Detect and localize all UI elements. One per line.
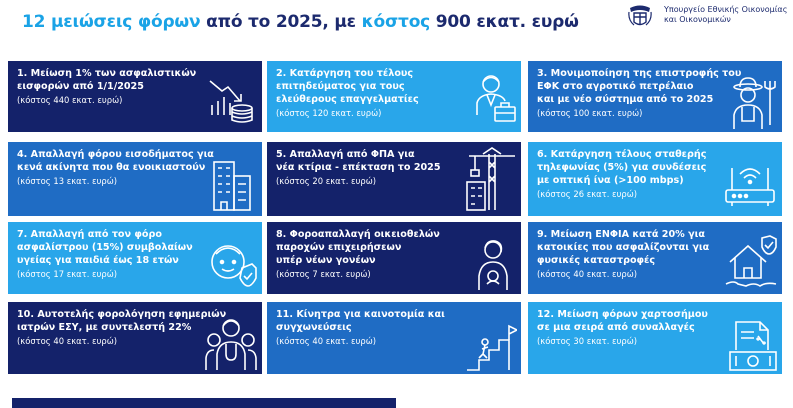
card-cost: (κόστος 30 εκατ. ευρώ) bbox=[537, 336, 638, 346]
card-title-line: ιατρών ΕΣΥ, με συντελεστή 22% bbox=[17, 322, 192, 333]
growth-stairs-icon bbox=[465, 322, 517, 372]
tax-card-6 bbox=[528, 142, 782, 216]
card-title-line: 12. Μείωση φόρων χαρτοσήμου bbox=[537, 309, 708, 320]
card-title-line: 11. Κίνητρα για καινοτομία και bbox=[276, 309, 445, 320]
card-cost: (κόστος 26 εκατ. ευρώ) bbox=[537, 189, 638, 199]
ministry-logo bbox=[626, 2, 786, 30]
card-title-line: κατοικίες που ασφαλίζονται για bbox=[537, 242, 710, 253]
footer-bar bbox=[12, 398, 396, 408]
card-title-line: 10. Αυτοτελής φορολόγηση εφημεριών bbox=[17, 309, 227, 320]
card-title-line: επιτηδεύματος για τους bbox=[276, 81, 405, 92]
card-title-line: ασφαλίστρου (15%) συμβολαίων bbox=[17, 242, 193, 253]
tax-card-12 bbox=[528, 302, 782, 374]
card-cost: (κόστος 20 εκατ. ευρώ) bbox=[276, 176, 377, 186]
card-title-line: 3. Μονιμοποίηση της επιστροφής του bbox=[537, 68, 742, 79]
card-title-line: 7. Απαλλαγή από τον φόρο bbox=[17, 229, 162, 240]
title-text-end: 900 εκατ. ευρώ bbox=[430, 12, 579, 32]
tax-card-9 bbox=[528, 222, 782, 294]
tax-card-3 bbox=[528, 61, 782, 132]
title-highlight-cost: κόστος bbox=[361, 12, 431, 32]
card-title-line: 5. Απαλλαγή από ΦΠΑ για bbox=[276, 149, 415, 160]
professional-briefcase-icon bbox=[473, 71, 517, 129]
card-cost: (κόστος 7 εκατ. ευρώ) bbox=[276, 269, 371, 279]
child-shield-icon bbox=[206, 238, 258, 290]
doctors-icon bbox=[204, 314, 258, 372]
ministry-name bbox=[664, 5, 787, 25]
tax-card-7 bbox=[8, 222, 262, 294]
tax-card-11 bbox=[267, 302, 521, 374]
card-title-line: υγείας για παιδιά έως 18 ετών bbox=[17, 255, 179, 266]
tax-card-5 bbox=[267, 142, 521, 216]
chart-down-coins-icon bbox=[206, 75, 256, 125]
card-title-line: συγχωνεύσεις bbox=[276, 322, 352, 333]
card-title-line: ΕΦΚ στο αγροτικό πετρέλαιο bbox=[537, 81, 694, 92]
card-title-line: με οπτική ίνα (>100 mbps) bbox=[537, 175, 684, 186]
card-cost: (κόστος 13 εκατ. ευρώ) bbox=[17, 176, 118, 186]
card-title-line: εισφορών από 1/1/2025 bbox=[17, 81, 144, 92]
construction-crane-icon bbox=[465, 146, 517, 212]
card-title-line: 8. Φοροαπαλλαγή οικειοθελών bbox=[276, 229, 440, 240]
card-cost: (κόστος 40 εκατ. ευρώ) bbox=[537, 269, 638, 279]
tax-document-money-icon bbox=[728, 320, 778, 372]
title-text-middle: από το 2025, με bbox=[200, 12, 362, 32]
card-cost: (κόστος 40 εκατ. ευρώ) bbox=[276, 336, 377, 346]
ministry-name-line-1: Υπουργείο Εθνικής Οικονομίας bbox=[664, 5, 788, 14]
card-title-line: υπέρ νέων γονέων bbox=[276, 255, 376, 266]
card-title-line: 6. Κατάργηση τέλους σταθερής bbox=[537, 149, 707, 160]
title-highlight-count: 12 μειώσεις φόρων bbox=[22, 12, 201, 32]
greek-emblem-icon bbox=[626, 2, 654, 30]
card-title-line: 2. Κατάργηση του τέλους bbox=[276, 68, 414, 79]
parent-child-icon bbox=[469, 238, 515, 292]
card-title-line: φυσικές καταστροφές bbox=[537, 255, 656, 266]
tax-card-10 bbox=[8, 302, 262, 374]
card-title-line: κενά ακίνητα που θα ενοικιαστούν bbox=[17, 162, 206, 173]
card-cost: (κόστος 100 εκατ. ευρώ) bbox=[537, 108, 643, 118]
card-title-line: 4. Απαλλαγή φόρου εισοδήματος για bbox=[17, 149, 214, 160]
card-title-line: σε μια σειρά από συναλλαγές bbox=[537, 322, 695, 333]
card-title-line: τηλεφωνίας (5%) για συνδέσεις bbox=[537, 162, 707, 173]
apartment-building-icon bbox=[208, 158, 254, 212]
card-cost: (κόστος 440 εκατ. ευρώ) bbox=[17, 95, 123, 105]
card-cost: (κόστος 120 εκατ. ευρώ) bbox=[276, 108, 382, 118]
card-title-line: 9. Μείωση ΕΝΦΙΑ κατά 20% για bbox=[537, 229, 705, 240]
wifi-router-icon bbox=[722, 160, 778, 210]
card-cost: (κόστος 17 εκατ. ευρώ) bbox=[17, 269, 118, 279]
card-title-line: ελεύθερους επαγγελματίες bbox=[276, 94, 419, 105]
tax-card-8 bbox=[267, 222, 521, 294]
ministry-name-line-2: και Οικονομικών bbox=[664, 15, 731, 24]
tax-card-2 bbox=[267, 61, 521, 132]
farmer-icon bbox=[726, 75, 778, 131]
card-title-line: και με νέο σύστημα από το 2025 bbox=[537, 94, 714, 105]
house-protect-icon bbox=[724, 234, 778, 290]
page-title bbox=[22, 12, 579, 32]
tax-card-1 bbox=[8, 61, 262, 132]
tax-card-4 bbox=[8, 142, 262, 216]
card-title-line: 1. Μείωση 1% των ασφαλιστικών bbox=[17, 68, 197, 79]
card-title-line: νέα κτίρια - επέκταση το 2025 bbox=[276, 162, 441, 173]
card-title-line: παροχών επιχειρήσεων bbox=[276, 242, 402, 253]
card-cost: (κόστος 40 εκατ. ευρώ) bbox=[17, 336, 118, 346]
